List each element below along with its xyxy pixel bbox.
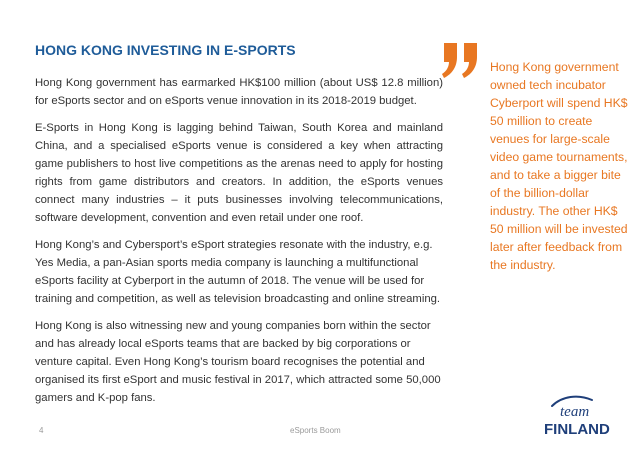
paragraph-budget: Hong Kong government has earmarked HK$100 million (about US$ 12.8 million) for eSports sector and on eSports venue innovation in its 2018-2019 budget. bbox=[35, 77, 443, 107]
paragraph-local-teams: Hong Kong is also witnessing new and young companies born within the sector and has already local eSports teams that are backed by big corporations or venture capital. Even Hong Kong’s tourism board recognises the potential and organised its first eSport and music festival in 2017, which attracted some 50,000 gamers and K-pop fans. bbox=[35, 320, 441, 404]
page-title: HONG KONG INVESTING IN E-SPORTS bbox=[35, 42, 296, 58]
paragraph-venues: E-Sports in Hong Kong is lagging behind Taiwan, South Korea and mainland China, and a specialised eSports venue is considered a key when attracting game publishers to host live competitions as the arenas need to apply for hosting rights from game distributors and creators. In addition, the eSports venues connect many industries – it puts businesses involving telecommunications, software development, convention and even retail under one roof. bbox=[35, 122, 443, 224]
logo-finland-text: FINLAND bbox=[544, 421, 610, 438]
team-finland-logo bbox=[538, 392, 622, 438]
quote-mark-icon bbox=[440, 40, 482, 80]
footer-title: eSports Boom bbox=[290, 426, 341, 435]
pull-quote: Hong Kong government owned tech incubator Cyberport will spend HK$ 50 million to create venues for large-scale video game tournaments, and to take a bigger bite of the billion-dollar industry. The other HK$ 50 million will be invested later after feedback from the industry. bbox=[490, 60, 628, 272]
body-text bbox=[35, 74, 443, 416]
logo-team-text: team bbox=[560, 404, 590, 420]
page-number: 4 bbox=[39, 426, 44, 435]
paragraph-strategies: Hong Kong’s and Cybersport’s eSport strategies resonate with the industry, e.g. Yes Media, a pan-Asian sports media company is launching a multifunctional eSports facility at Cyberport in the autumn of 2018. The venue will be used for training and competition, as well as television broadcasting and online streaming. bbox=[35, 239, 441, 305]
